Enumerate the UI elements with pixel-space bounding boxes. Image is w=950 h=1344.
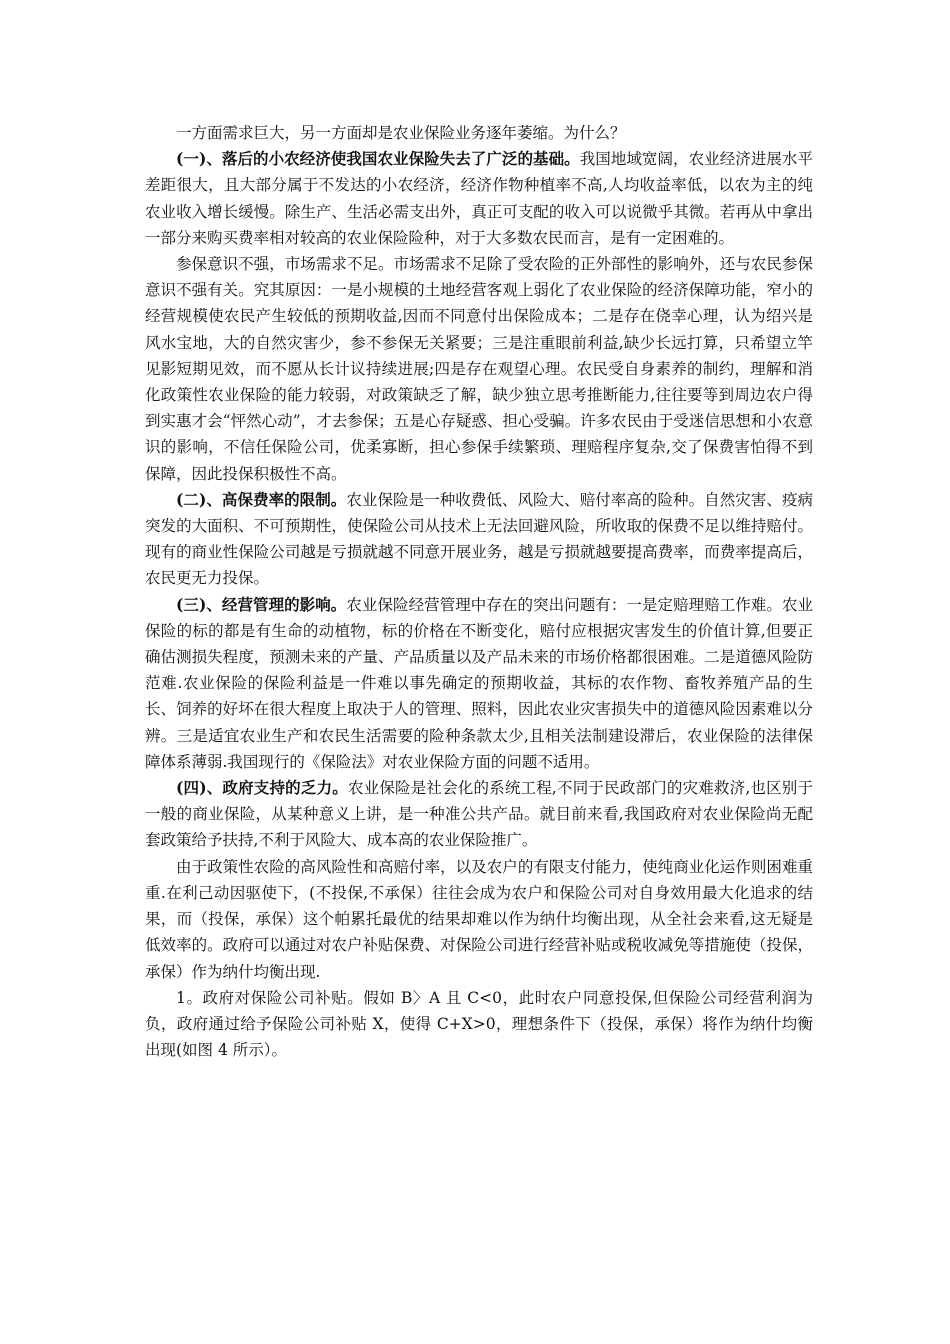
section-heading: (二)、高保费率的限制。 bbox=[176, 489, 347, 509]
paragraph-text: 参保意识不强，市场需求不足。市场需求不足除了受农险的正外部性的影响外，还与农民参保意识不强有关。究其原因：一是小规模的土地经营客观上弱化了农业保险的经济保障功能，窄小的经营规模使农民产生较低的预期收益,因而不同意付出保险成本；二是存在侥幸心理，认为绍兴是风水宝地，大的自然灾害少，参不参保无关紧要；三是注重眼前利益,缺少长远打算，只希望立竿见影短期见效，而不愿从长计议持续进展;四是存在观望心理。农民受自身素养的制约，理解和消化政策性农业保险的能力较弱，对政策缺乏了解，缺少独立思考推断能力,往往要等到周边农户得到实惠才会“怦然心动”，才去参保；五是心存疑惑、担心受骗。许多农民由于受迷信思想和小农意识的影响，不信任保险公司，优柔寡断，担心参保手续繁琐、理赔程序复杂,交了保费害怕得不到保障，因此投保积极性不高。 bbox=[145, 255, 813, 483]
section-heading: (一)、落后的小农经济使我国农业保险失去了广泛的基础。 bbox=[176, 149, 580, 169]
paragraph-item-1 bbox=[145, 985, 813, 1064]
paragraph-text: 一方面需求巨大，另一方面却是农业保险业务逐年萎缩。为什么？ bbox=[176, 124, 626, 142]
section-heading: (三)、经营管理的影响。 bbox=[176, 594, 347, 614]
paragraph-section-2 bbox=[145, 487, 813, 592]
paragraph-awareness bbox=[145, 251, 813, 487]
paragraph-equilibrium bbox=[145, 854, 813, 985]
paragraph-section-1 bbox=[145, 146, 813, 251]
paragraph-intro bbox=[145, 120, 813, 146]
paragraph-text: 我国地域宽阔，农业经济进展水平差距很大，且大部分属于不发达的小农经济，经济作物种植率不高,人均收益率低，以农为主的纯农业收入增长缓慢。除生产、生活必需支出外，真正可支配的收入可以说微乎其微。若再从中拿出一部分来购买费率相对较高的农业保险险种，对于大多数农民而言，是有一定困难的。 bbox=[145, 150, 813, 247]
paragraph-section-4 bbox=[145, 775, 813, 854]
paragraph-text: 由于政策性农险的高风险性和高赔付率，以及农户的有限支付能力，使纯商业化运作则困难重重.在利己动因驱使下，(不投保,不承保）往往会成为农户和保险公司对自身效用最大化追求的结果，而（投保，承保）这个帕累托最优的结果却难以作为纳什均衡出现，从全社会来看,这无疑是低效率的。政府可以通过对农户补贴保费、对保险公司进行经营补贴或税收减免等措施使（投保，承保）作为纳什均衡出现. bbox=[145, 857, 813, 981]
section-heading: (四)、政府支持的乏力。 bbox=[176, 778, 348, 798]
paragraph-section-3 bbox=[145, 592, 813, 775]
paragraph-text: 农业保险是一种收费低、风险大、赔付率高的险种。自然灾害、疫病突发的大面积、不可预期性，使保险公司从技术上无法回避风险，所收取的保费不足以维持赔付。现有的商业性保险公司越是亏损就越不同意开展业务，越是亏损就越要提高费率，而费率提高后，农民更无力投保。 bbox=[145, 490, 813, 588]
paragraph-text: 1。政府对保险公司补贴。假如 B〉A 且 C<0，此时农户同意投保,但保险公司经营利润为负，政府通过给予保险公司补贴 X，使得 C+X>0，理想条件下（投保，承保）将作为纳什均衡出现(如图 4 所示）。 bbox=[145, 988, 813, 1060]
paragraph-text: 农业保险是社会化的系统工程,不同于民政部门的灾难救济,也区别于一般的商业保险，从某种意义上讲，是一种准公共产品。就目前来看,我国政府对农业保险尚无配套政策给予扶持,不利于风险大、成本高的农业保险推广。 bbox=[145, 779, 814, 850]
paragraph-text: 农业保险经营管理中存在的突出问题有：一是定赔理赔工作难。农业保险的标的都是有生命的动植物，标的价格在不断变化，赔付应根据灾害发生的价值计算,但要正确估测损失程度，预测未来的产量、产品质量以及产品未来的市场价格都很困难。二是道德风险防范难.农业保险的保险利益是一件难以事先确定的预期收益，其标的农作物、畜牧养殖产品的生长、饲养的好坏在很大程度上取决于人的管理、照料，因此农业灾害损失中的道德风险因素难以分辨。三是适宜农业生产和农民生活需要的险种条款太少,且相关法制建设滞后，农业保险的法律保障体系薄弱.我国现行的《保险法》对农业保险方面的问题不适用。 bbox=[145, 595, 813, 771]
document-body bbox=[145, 120, 813, 1063]
